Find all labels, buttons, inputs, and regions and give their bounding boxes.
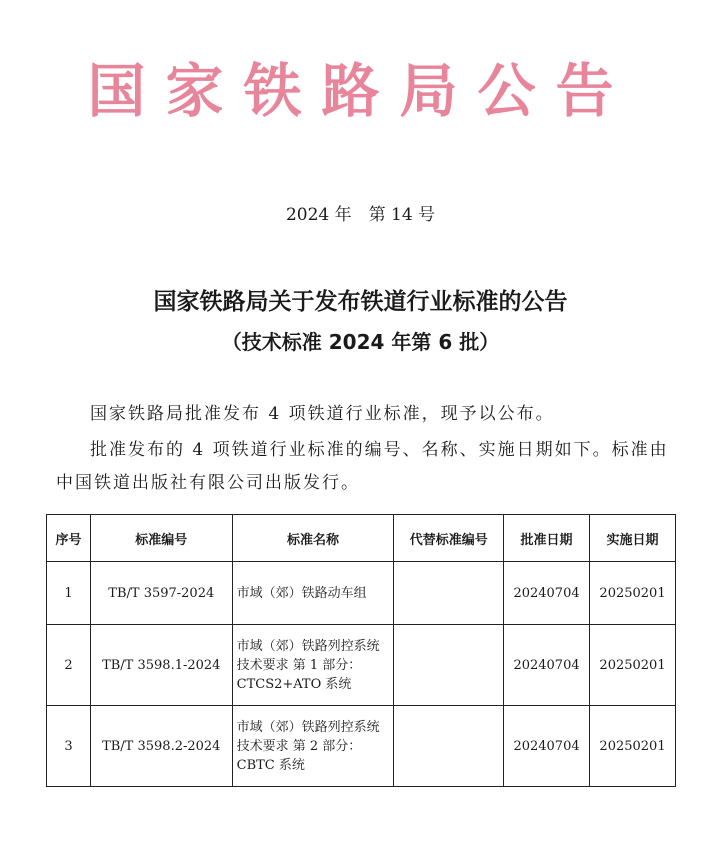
body-paragraph-1: 国家铁路局批准发布 4 项铁道行业标准，现予以公布。 — [90, 404, 555, 424]
cell-code: TB/T 3598.2-2024 — [90, 706, 232, 787]
cell-name: 市域（郊）铁路列控系统技术要求 第 2 部分：CBTC 系统 — [232, 706, 394, 787]
cell-approved: 20240704 — [504, 625, 590, 706]
cell-effective: 20250201 — [590, 625, 676, 706]
cell-replace — [394, 706, 504, 787]
cell-replace — [394, 562, 504, 625]
body-paragraph-2: 批准发布的 4 项铁道行业标准的编号、名称、实施日期如下。标准由中国铁道出版社有限公司出版发行。 — [56, 440, 669, 493]
cell-replace — [394, 625, 504, 706]
cell-name: 市域（郊）铁路列控系统技术要求 第 1 部分：CTCS2+ATO 系统 — [232, 625, 394, 706]
cell-code: TB/T 3598.1-2024 — [90, 625, 232, 706]
header-cell: 代替标准编号 — [394, 515, 504, 562]
header-cell: 标准编号 — [90, 515, 232, 562]
table-row — [47, 562, 676, 625]
cell-approved: 20240704 — [504, 706, 590, 787]
cell-effective: 20250201 — [590, 706, 676, 787]
cell-no: 3 — [47, 706, 91, 787]
cell-approved: 20240704 — [504, 562, 590, 625]
header-cell: 序号 — [47, 515, 91, 562]
table-row — [47, 706, 676, 787]
header-cell: 标准名称 — [232, 515, 394, 562]
header-cell: 批准日期 — [504, 515, 590, 562]
header-cell: 实施日期 — [590, 515, 676, 562]
standards-table — [46, 514, 676, 787]
masthead-title: 国家铁路局公告 — [87, 57, 634, 125]
table-row — [47, 625, 676, 706]
cell-no: 1 — [47, 562, 91, 625]
cell-no: 2 — [47, 625, 91, 706]
announcement-title: 国家铁路局关于发布铁道行业标准的公告 — [153, 289, 568, 315]
document-number: 2024 年 第 14 号 — [285, 205, 436, 225]
cell-name: 市域（郊）铁路动车组 — [232, 562, 394, 625]
table-header-row — [47, 515, 676, 562]
cell-code: TB/T 3597-2024 — [90, 562, 232, 625]
cell-effective: 20250201 — [590, 562, 676, 625]
announcement-subtitle: （技术标准 2024 年第 6 批） — [221, 330, 500, 354]
